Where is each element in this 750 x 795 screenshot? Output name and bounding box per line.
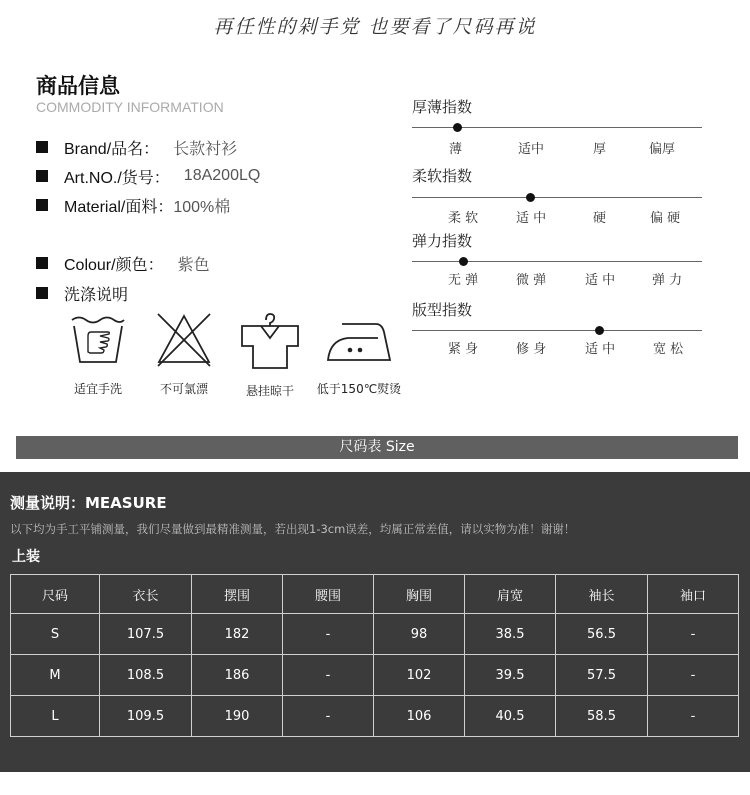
table-cell: 106 bbox=[374, 696, 465, 737]
index-option: 薄 bbox=[449, 142, 463, 157]
material-value: 100%棉 bbox=[173, 198, 231, 216]
table-cell: - bbox=[283, 655, 374, 696]
care-label: 悬挂晾干 bbox=[245, 384, 294, 398]
brand-label: Brand/品名： bbox=[64, 140, 160, 158]
index-title: 弹力指数 bbox=[412, 232, 473, 250]
measure-title: 测量说明：MEASURE bbox=[10, 494, 167, 512]
table-cell: S bbox=[11, 614, 100, 655]
colour-value: 紫色 bbox=[177, 256, 210, 274]
commodity-subtitle: COMMODITY INFORMATION bbox=[36, 99, 224, 115]
table-cell: L bbox=[11, 696, 100, 737]
hand-wash-icon bbox=[70, 312, 126, 368]
care-hand-wash bbox=[53, 312, 143, 397]
care-label: 不可氯漂 bbox=[159, 382, 208, 396]
wash-label: 洗涤说明 bbox=[64, 286, 129, 304]
table-header-row bbox=[11, 575, 739, 614]
table-cell: 56.5 bbox=[556, 614, 648, 655]
material-row bbox=[36, 194, 230, 216]
fit-index bbox=[412, 299, 712, 357]
commodity-title: 商品信息 bbox=[36, 74, 120, 98]
table-row bbox=[11, 655, 739, 696]
measure-note: 以下均为手工平铺测量，我们尽量做到最精准测量，若出现1-3cm误差，均属正常差值，请以实物为准！谢谢！ bbox=[10, 522, 576, 536]
table-header-cell: 肩宽 bbox=[465, 575, 556, 614]
care-no-bleach bbox=[139, 312, 229, 397]
size-chart-header: 尺码表 Size bbox=[16, 436, 738, 459]
table-cell: 109.5 bbox=[100, 696, 192, 737]
table-header-cell: 摆围 bbox=[192, 575, 283, 614]
table-cell: 39.5 bbox=[465, 655, 556, 696]
artno-label: Art.NO./货号： bbox=[64, 169, 170, 187]
index-title: 版型指数 bbox=[412, 301, 473, 319]
elasticity-index bbox=[412, 230, 712, 288]
index-option: 无 弹 bbox=[448, 273, 479, 288]
table-cell: - bbox=[648, 614, 739, 655]
colour-row bbox=[36, 252, 210, 274]
index-title: 厚薄指数 bbox=[412, 98, 473, 116]
index-scale-line bbox=[412, 197, 702, 198]
index-option: 厚 bbox=[593, 142, 607, 157]
bullet-square-icon bbox=[36, 287, 48, 299]
table-header-cell: 尺码 bbox=[11, 575, 100, 614]
index-option: 柔 软 bbox=[448, 211, 479, 226]
brand-row bbox=[36, 136, 237, 158]
colour-label: Colour/颜色： bbox=[64, 256, 164, 274]
table-header-cell: 腰围 bbox=[283, 575, 374, 614]
index-option: 宽 松 bbox=[653, 342, 684, 357]
table-cell: 98 bbox=[374, 614, 465, 655]
care-iron bbox=[310, 312, 408, 397]
footer-space bbox=[0, 772, 750, 795]
care-hang-dry bbox=[225, 312, 315, 399]
index-option: 适 中 bbox=[516, 211, 547, 226]
table-cell: 58.5 bbox=[556, 696, 648, 737]
index-marker bbox=[526, 193, 535, 202]
index-option: 修 身 bbox=[516, 342, 547, 357]
table-cell: M bbox=[11, 655, 100, 696]
table-cell: 38.5 bbox=[465, 614, 556, 655]
thickness-index bbox=[412, 96, 712, 157]
bullet-square-icon bbox=[36, 141, 48, 153]
slogan: 再任性的剁手党 也要看了尺码再说 bbox=[213, 16, 537, 38]
table-cell: 40.5 bbox=[465, 696, 556, 737]
index-marker bbox=[459, 257, 468, 266]
bullet-square-icon bbox=[36, 257, 48, 269]
table-cell: - bbox=[283, 614, 374, 655]
table-cell: 190 bbox=[192, 696, 283, 737]
index-option: 适 中 bbox=[585, 342, 616, 357]
table-cell: - bbox=[283, 696, 374, 737]
table-header-cell: 袖口 bbox=[648, 575, 739, 614]
index-option: 偏厚 bbox=[649, 142, 676, 157]
measure-section-title: 上装 bbox=[12, 549, 40, 565]
index-scale-line bbox=[412, 330, 702, 331]
index-option: 微 弹 bbox=[516, 273, 547, 288]
index-option: 适 中 bbox=[585, 273, 616, 288]
table-cell: - bbox=[648, 696, 739, 737]
table-header-cell: 袖长 bbox=[556, 575, 648, 614]
index-scale-line bbox=[412, 261, 702, 262]
table-row bbox=[11, 696, 739, 737]
bullet-square-icon bbox=[36, 170, 48, 182]
table-cell: 102 bbox=[374, 655, 465, 696]
artno-row bbox=[36, 165, 260, 187]
index-option: 紧 身 bbox=[448, 342, 479, 357]
index-option: 弹 力 bbox=[652, 273, 683, 288]
bullet-square-icon bbox=[36, 199, 48, 211]
table-cell: 186 bbox=[192, 655, 283, 696]
material-label: Material/面料： bbox=[64, 198, 174, 216]
index-option: 适中 bbox=[518, 142, 545, 157]
index-marker bbox=[453, 123, 462, 132]
index-title: 柔软指数 bbox=[412, 167, 473, 185]
wash-row bbox=[36, 282, 128, 304]
table-header-cell: 胸围 bbox=[374, 575, 465, 614]
measure-panel bbox=[0, 472, 750, 772]
table-cell: 107.5 bbox=[100, 614, 192, 655]
softness-index bbox=[412, 165, 712, 226]
iron-icon bbox=[326, 312, 392, 368]
care-label: 适宜手洗 bbox=[73, 382, 122, 396]
index-option: 偏 硬 bbox=[650, 211, 681, 226]
table-header-cell: 衣长 bbox=[100, 575, 192, 614]
artno-value: 18A200LQ bbox=[183, 167, 261, 184]
index-option: 硬 bbox=[593, 211, 607, 226]
brand-value: 长款衬衫 bbox=[173, 140, 238, 158]
table-cell: 108.5 bbox=[100, 655, 192, 696]
care-label: 低于150℃熨烫 bbox=[316, 382, 402, 396]
index-marker bbox=[595, 326, 604, 335]
table-cell: 182 bbox=[192, 614, 283, 655]
table-cell: 57.5 bbox=[556, 655, 648, 696]
no-bleach-icon bbox=[155, 312, 213, 368]
table-cell: - bbox=[648, 655, 739, 696]
size-table bbox=[10, 574, 739, 737]
table-row bbox=[11, 614, 739, 655]
hang-dry-icon bbox=[239, 312, 301, 370]
